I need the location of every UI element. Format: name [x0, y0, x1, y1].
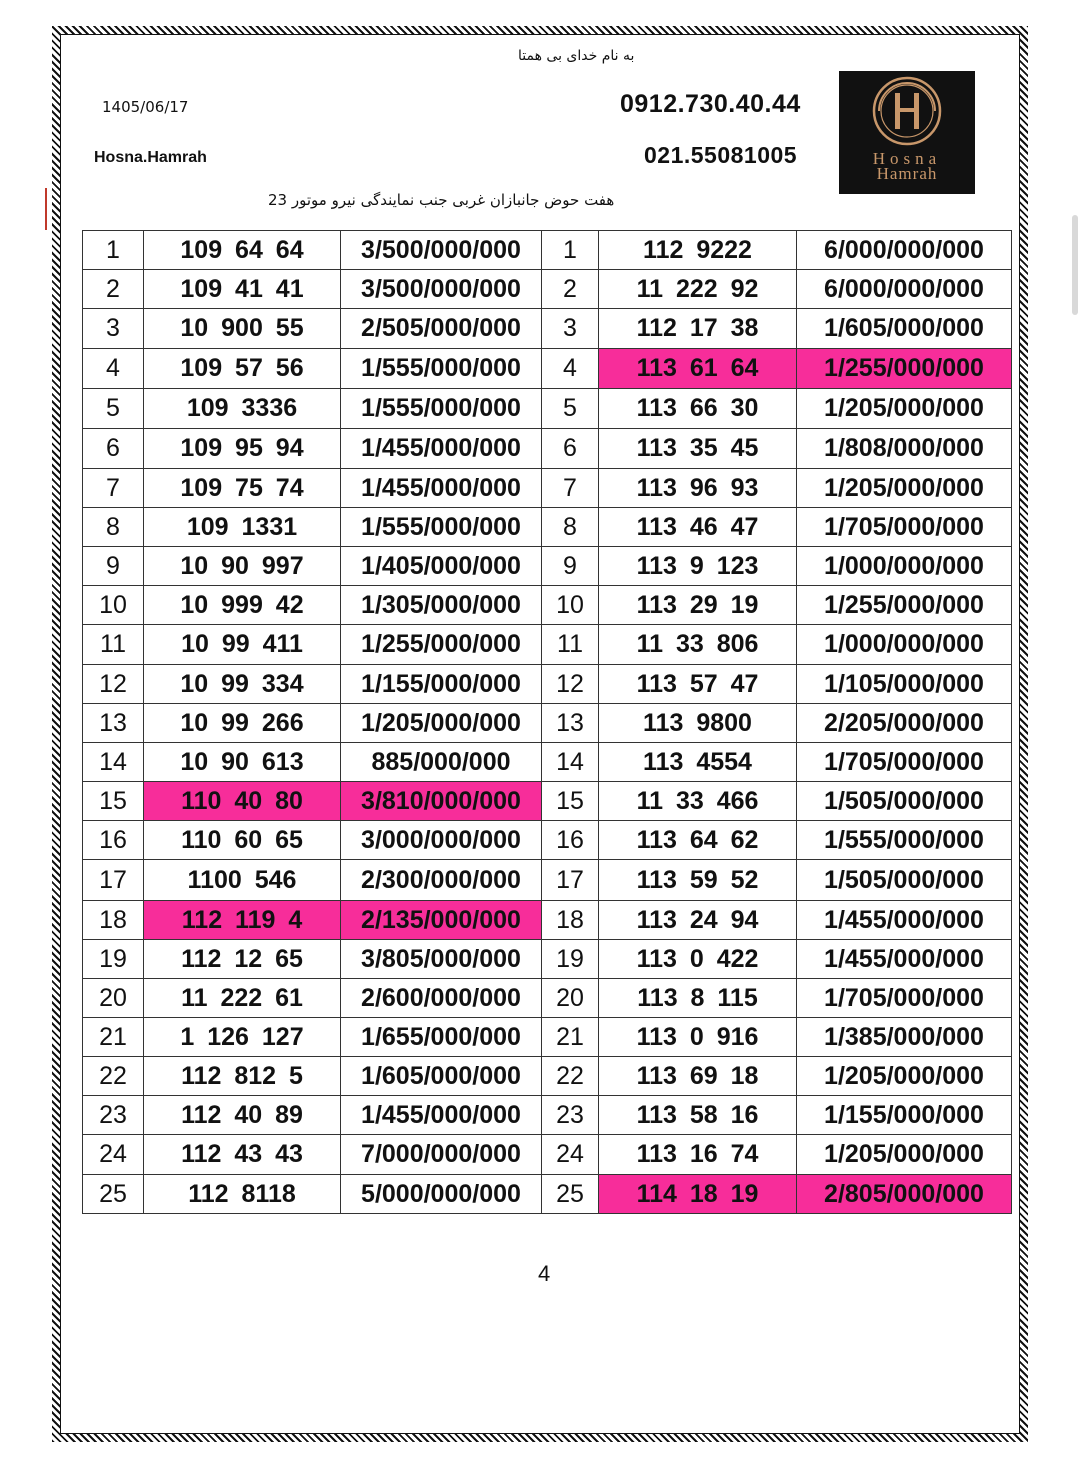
right-price-value: 1/705/000/000 — [797, 979, 1012, 1018]
right-row-number: 20 — [542, 979, 599, 1018]
address-subtitle: هفت حوض جانبازان غربی جنب نمایندگی نیرو موتور 23 — [268, 191, 615, 209]
left-plate-number: 112 8118 — [144, 1175, 341, 1214]
right-row-number: 15 — [542, 782, 599, 821]
left-price-value: 1/555/000/000 — [341, 349, 542, 389]
table-row — [83, 309, 1012, 349]
left-price-value: 3/500/000/000 — [341, 270, 542, 309]
right-plate-number: 113 96 93 — [599, 469, 797, 508]
left-plate-number: 109 41 41 — [144, 270, 341, 309]
left-price-value: 1/555/000/000 — [341, 508, 542, 547]
left-row-number: 12 — [83, 665, 144, 704]
right-price-value: 1/605/000/000 — [797, 309, 1012, 349]
left-price-value: 1/555/000/000 — [341, 389, 542, 429]
left-price-value: 7/000/000/000 — [341, 1135, 542, 1175]
left-plate-number: 10 999 42 — [144, 586, 341, 625]
right-row-number: 10 — [542, 586, 599, 625]
table-row — [83, 743, 1012, 782]
table-row — [83, 429, 1012, 469]
left-row-number: 25 — [83, 1175, 144, 1214]
right-plate-number: 113 9 123 — [599, 547, 797, 586]
left-row-number: 1 — [83, 231, 144, 270]
left-price-value: 2/505/000/000 — [341, 309, 542, 349]
logo-emblem-icon — [839, 71, 975, 153]
right-plate-number: 113 46 47 — [599, 508, 797, 547]
logo-text-line2: Hamrah — [876, 164, 938, 183]
left-plate-number: 109 75 74 — [144, 469, 341, 508]
right-row-number: 5 — [542, 389, 599, 429]
right-row-number: 2 — [542, 270, 599, 309]
office-phone: 021.55081005 — [644, 142, 798, 168]
left-price-value: 2/600/000/000 — [341, 979, 542, 1018]
left-plate-number: 10 99 411 — [144, 625, 341, 665]
right-row-number: 4 — [542, 349, 599, 389]
right-row-number: 18 — [542, 901, 599, 940]
right-row-number: 25 — [542, 1175, 599, 1214]
right-row-number: 13 — [542, 704, 599, 743]
right-plate-number: 113 29 19 — [599, 586, 797, 625]
left-row-number: 23 — [83, 1096, 144, 1135]
table-row — [83, 979, 1012, 1018]
right-plate-number: 113 64 62 — [599, 821, 797, 860]
left-row-number: 8 — [83, 508, 144, 547]
table-row — [83, 1018, 1012, 1057]
left-plate-number: 10 90 997 — [144, 547, 341, 586]
left-row-number: 15 — [83, 782, 144, 821]
left-row-number: 5 — [83, 389, 144, 429]
left-plate-number: 109 1331 — [144, 508, 341, 547]
table-row — [83, 782, 1012, 821]
left-row-number: 11 — [83, 625, 144, 665]
right-row-number: 9 — [542, 547, 599, 586]
left-price-value: 1/605/000/000 — [341, 1057, 542, 1096]
right-plate-number: 113 24 94 — [599, 901, 797, 940]
right-price-value: 1/255/000/000 — [797, 349, 1012, 389]
left-plate-number: 10 99 266 — [144, 704, 341, 743]
left-price-value: 1/455/000/000 — [341, 1096, 542, 1135]
right-price-value: 1/455/000/000 — [797, 940, 1012, 979]
right-price-value: 2/805/000/000 — [797, 1175, 1012, 1214]
right-plate-number: 113 58 16 — [599, 1096, 797, 1135]
right-plate-number: 113 69 18 — [599, 1057, 797, 1096]
brand-name: Hosna.Hamrah — [94, 149, 207, 166]
right-price-value: 1/000/000/000 — [797, 625, 1012, 665]
right-row-number: 24 — [542, 1135, 599, 1175]
right-row-number: 17 — [542, 860, 599, 901]
table-row — [83, 349, 1012, 389]
right-row-number: 19 — [542, 940, 599, 979]
table-row — [83, 469, 1012, 508]
left-row-number: 21 — [83, 1018, 144, 1057]
right-row-number: 1 — [542, 231, 599, 270]
left-price-value: 1/455/000/000 — [341, 429, 542, 469]
left-plate-number: 112 812 5 — [144, 1057, 341, 1096]
left-price-value: 2/300/000/000 — [341, 860, 542, 901]
right-plate-number: 113 4554 — [599, 743, 797, 782]
left-price-value: 3/000/000/000 — [341, 821, 542, 860]
right-row-number: 12 — [542, 665, 599, 704]
right-price-value: 1/205/000/000 — [797, 469, 1012, 508]
left-plate-number: 11 222 61 — [144, 979, 341, 1018]
table-row — [83, 940, 1012, 979]
table-row — [83, 860, 1012, 901]
brand-logo — [839, 71, 975, 194]
table-row — [83, 901, 1012, 940]
right-plate-number: 113 35 45 — [599, 429, 797, 469]
right-plate-number: 113 66 30 — [599, 389, 797, 429]
document-date: 1405/06/17 — [102, 98, 189, 116]
right-row-number: 3 — [542, 309, 599, 349]
left-plate-number: 1100 546 — [144, 860, 341, 901]
table-row — [83, 665, 1012, 704]
right-plate-number: 113 59 52 — [599, 860, 797, 901]
right-plate-number: 112 9222 — [599, 231, 797, 270]
right-plate-number: 113 61 64 — [599, 349, 797, 389]
right-price-value: 1/505/000/000 — [797, 782, 1012, 821]
right-price-value: 1/205/000/000 — [797, 1135, 1012, 1175]
left-row-number: 10 — [83, 586, 144, 625]
table-row — [83, 586, 1012, 625]
left-plate-number: 112 12 65 — [144, 940, 341, 979]
left-row-number: 14 — [83, 743, 144, 782]
left-price-value: 1/455/000/000 — [341, 469, 542, 508]
left-row-number: 16 — [83, 821, 144, 860]
table-row — [83, 547, 1012, 586]
left-price-value: 885/000/000 — [341, 743, 542, 782]
table-row — [83, 1175, 1012, 1214]
right-price-value: 1/105/000/000 — [797, 665, 1012, 704]
logo-text-line1: Hosna — [872, 149, 942, 168]
right-plate-number: 11 33 466 — [599, 782, 797, 821]
right-plate-number: 113 8 115 — [599, 979, 797, 1018]
left-row-number: 4 — [83, 349, 144, 389]
table-row — [83, 270, 1012, 309]
left-row-number: 17 — [83, 860, 144, 901]
left-row-number: 3 — [83, 309, 144, 349]
left-row-number: 13 — [83, 704, 144, 743]
left-price-value: 3/500/000/000 — [341, 231, 542, 270]
left-price-value: 1/255/000/000 — [341, 625, 542, 665]
left-plate-number: 109 3336 — [144, 389, 341, 429]
table-row — [83, 231, 1012, 270]
right-plate-number: 11 222 92 — [599, 270, 797, 309]
left-row-number: 2 — [83, 270, 144, 309]
table-row — [83, 1096, 1012, 1135]
left-plate-number: 1 126 127 — [144, 1018, 341, 1057]
left-price-value: 5/000/000/000 — [341, 1175, 542, 1214]
left-row-number: 6 — [83, 429, 144, 469]
left-price-value: 1/205/000/000 — [341, 704, 542, 743]
bismillah-heading: به نام خدای بی همتا — [518, 48, 635, 64]
left-row-number: 9 — [83, 547, 144, 586]
mobile-phone: 0912.730.40.44 — [620, 90, 801, 118]
left-row-number: 7 — [83, 469, 144, 508]
right-price-value: 1/205/000/000 — [797, 389, 1012, 429]
right-price-value: 1/705/000/000 — [797, 743, 1012, 782]
left-price-value: 2/135/000/000 — [341, 901, 542, 940]
right-price-value: 1/205/000/000 — [797, 1057, 1012, 1096]
right-price-value: 1/808/000/000 — [797, 429, 1012, 469]
right-price-value: 1/555/000/000 — [797, 821, 1012, 860]
right-plate-number: 113 57 47 — [599, 665, 797, 704]
left-plate-number: 109 95 94 — [144, 429, 341, 469]
table-row — [83, 1135, 1012, 1175]
scrollbar[interactable] — [1072, 215, 1078, 315]
right-row-number: 14 — [542, 743, 599, 782]
right-row-number: 6 — [542, 429, 599, 469]
right-price-value: 1/155/000/000 — [797, 1096, 1012, 1135]
right-plate-number: 11 33 806 — [599, 625, 797, 665]
page-number: 4 — [538, 1261, 551, 1286]
right-price-value: 1/385/000/000 — [797, 1018, 1012, 1057]
right-row-number: 22 — [542, 1057, 599, 1096]
left-plate-number: 10 900 55 — [144, 309, 341, 349]
right-plate-number: 113 9800 — [599, 704, 797, 743]
right-price-value: 2/205/000/000 — [797, 704, 1012, 743]
left-plate-number: 109 57 56 — [144, 349, 341, 389]
table-row — [83, 821, 1012, 860]
left-price-value: 1/155/000/000 — [341, 665, 542, 704]
left-plate-number: 112 119 4 — [144, 901, 341, 940]
left-row-number: 18 — [83, 901, 144, 940]
right-price-value: 1/455/000/000 — [797, 901, 1012, 940]
table-row — [83, 1057, 1012, 1096]
right-price-value: 6/000/000/000 — [797, 270, 1012, 309]
margin-mark — [45, 188, 47, 230]
left-plate-number: 10 90 613 — [144, 743, 341, 782]
right-price-value: 1/000/000/000 — [797, 547, 1012, 586]
right-plate-number: 113 0 916 — [599, 1018, 797, 1057]
right-row-number: 16 — [542, 821, 599, 860]
left-price-value: 1/655/000/000 — [341, 1018, 542, 1057]
table-row — [83, 704, 1012, 743]
left-plate-number: 110 60 65 — [144, 821, 341, 860]
right-row-number: 7 — [542, 469, 599, 508]
right-price-value: 1/705/000/000 — [797, 508, 1012, 547]
right-price-value: 1/505/000/000 — [797, 860, 1012, 901]
right-row-number: 23 — [542, 1096, 599, 1135]
left-plate-number: 10 99 334 — [144, 665, 341, 704]
right-row-number: 11 — [542, 625, 599, 665]
table-row — [83, 508, 1012, 547]
right-plate-number: 112 17 38 — [599, 309, 797, 349]
left-plate-number: 109 64 64 — [144, 231, 341, 270]
left-price-value: 3/810/000/000 — [341, 782, 542, 821]
left-plate-number: 112 43 43 — [144, 1135, 341, 1175]
plate-price-table — [82, 230, 1012, 1214]
right-price-value: 1/255/000/000 — [797, 586, 1012, 625]
left-plate-number: 112 40 89 — [144, 1096, 341, 1135]
table-row — [83, 625, 1012, 665]
left-row-number: 19 — [83, 940, 144, 979]
left-price-value: 1/405/000/000 — [341, 547, 542, 586]
left-row-number: 22 — [83, 1057, 144, 1096]
right-row-number: 21 — [542, 1018, 599, 1057]
right-plate-number: 114 18 19 — [599, 1175, 797, 1214]
left-row-number: 24 — [83, 1135, 144, 1175]
right-price-value: 6/000/000/000 — [797, 231, 1012, 270]
left-plate-number: 110 40 80 — [144, 782, 341, 821]
left-row-number: 20 — [83, 979, 144, 1018]
left-price-value: 3/805/000/000 — [341, 940, 542, 979]
left-price-value: 1/305/000/000 — [341, 586, 542, 625]
table-row — [83, 389, 1012, 429]
right-row-number: 8 — [542, 508, 599, 547]
right-plate-number: 113 0 422 — [599, 940, 797, 979]
right-plate-number: 113 16 74 — [599, 1135, 797, 1175]
